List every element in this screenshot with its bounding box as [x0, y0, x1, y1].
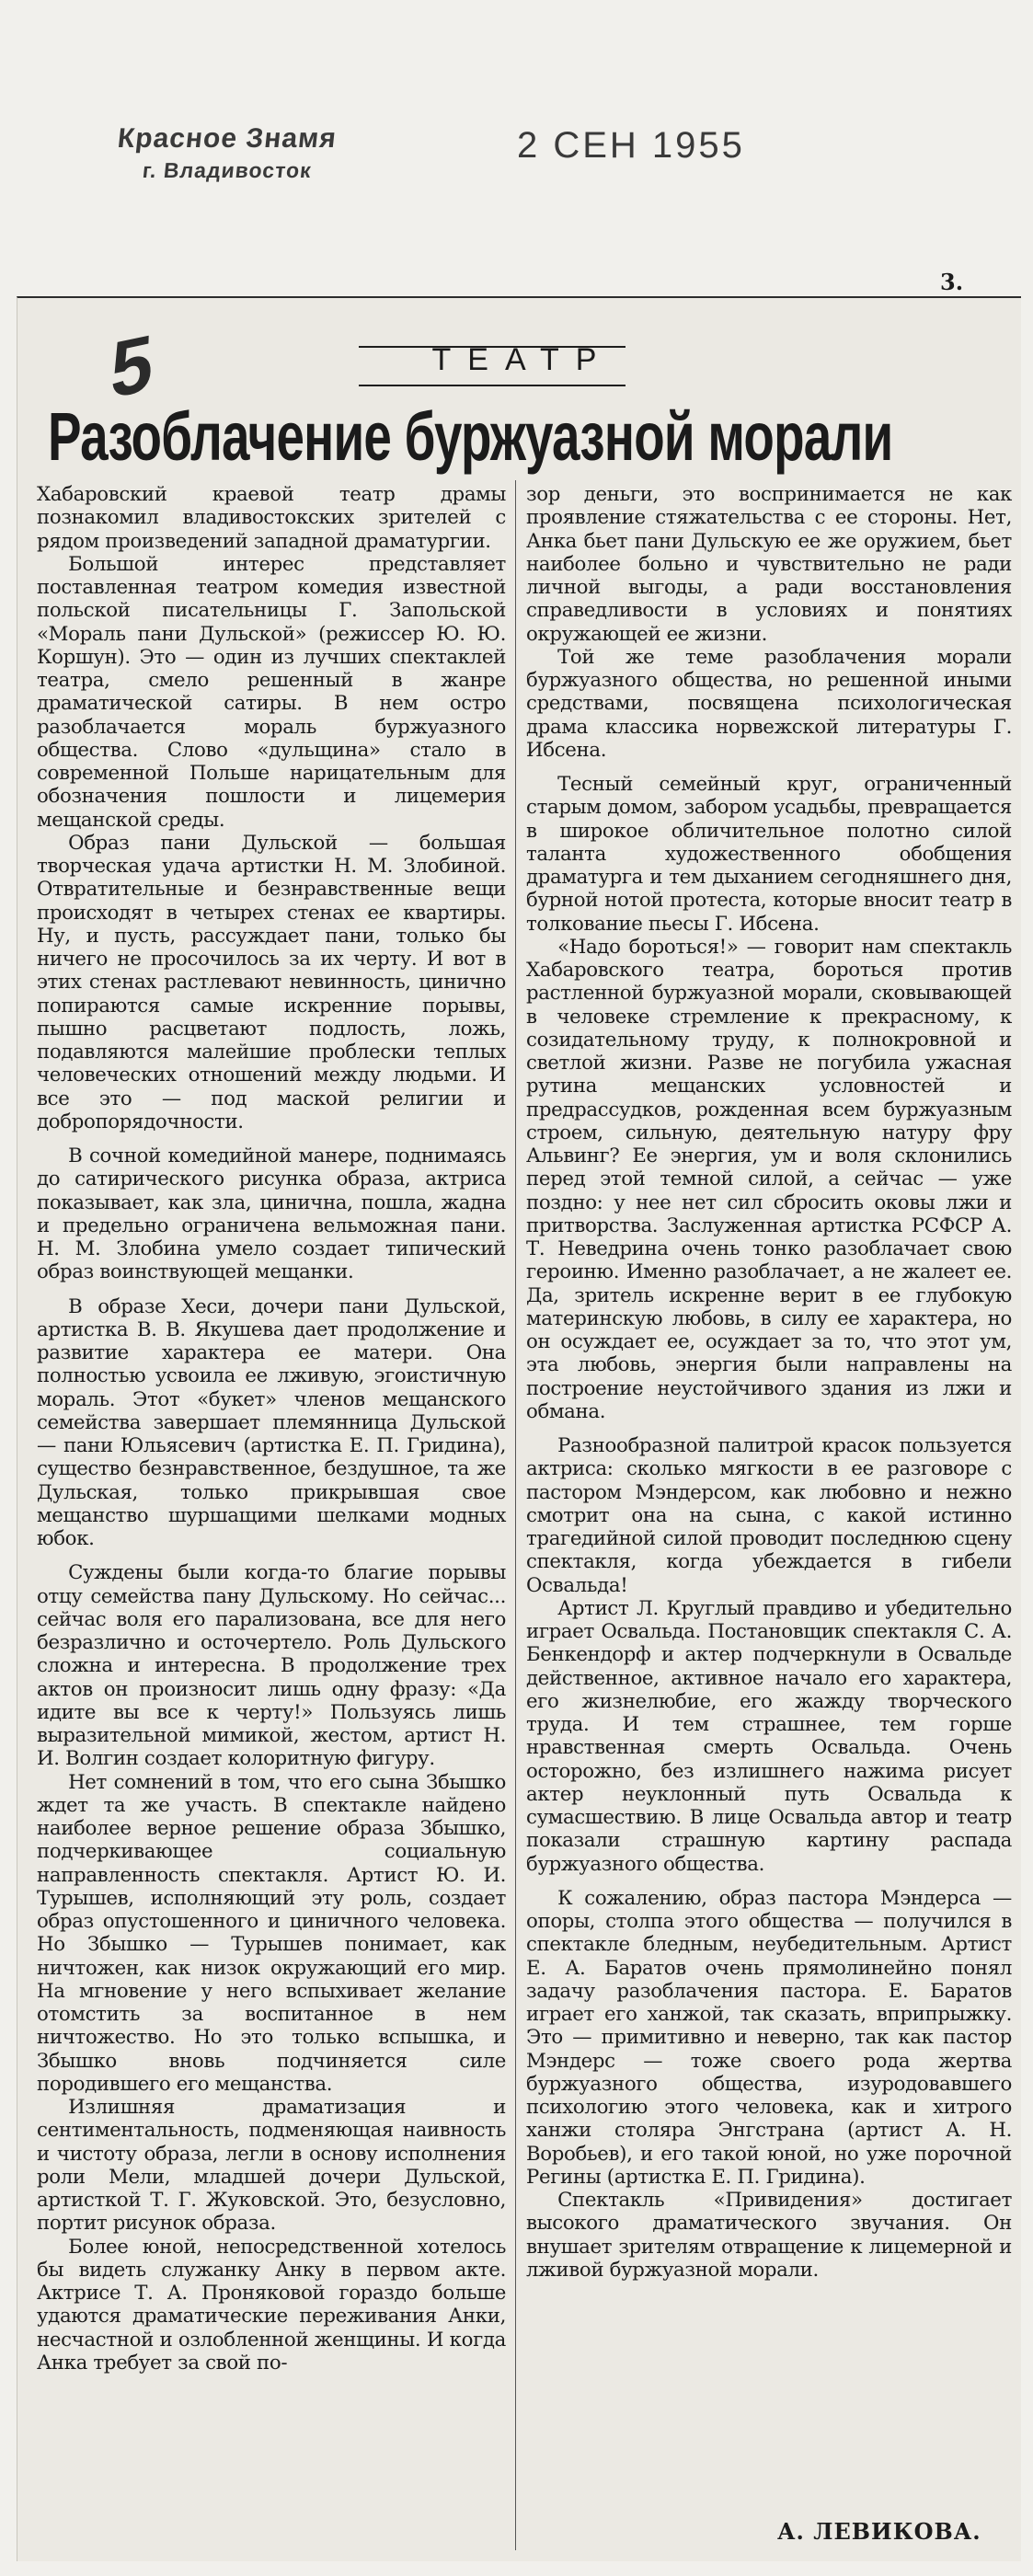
author-signature: А. ЛЕВИКОВА. — [777, 2518, 981, 2545]
paragraph: Той же теме разоблачения морали буржуазного общества, но решенной иными средствами, посвящена психологическая драма классика норвежской литературы Г. Ибсена. — [526, 645, 1012, 762]
article-column-right — [526, 483, 1012, 2282]
paragraph: Излишняя драматизация и сентиментальность, подменяющая наивность и чистоту образа, легли в основу исполнения роли Мели, младшей дочери Дульской, артисткой Т. Г. Жуковской. Это, безусловно, портит рисунок образа. — [37, 2096, 506, 2236]
paragraph: зор деньги, это воспринимается не как проявление стяжательства с ее стороны. Нет, Анка бьет пани Дульскую ее же оружием, бьет наиболее больно и чувствительно не ради личной выгоды, а ради восстановления справедливости в условиях и понятиях окружающей ее жизни. — [526, 483, 1012, 646]
paragraph: Более юной, непосредственной хотелось бы видеть служанку Анку в первом акте. Актрисе Т. А. Проняковой гораздо больше удаются драматические переживания Анки, несчастной и озлобленной женщины. И когда Анка требует за свой по- — [37, 2235, 506, 2375]
paragraph: Хабаровский краевой театр драмы познакомил владивостокских зрителей с рядом произведений западной драматургии. — [37, 483, 506, 553]
paragraph: В сочной комедийной манере, поднимаясь до сатирического рисунка образа, актриса показывает, как зла, цинична, пошла, жадна и предельно ограничена вельможная пани. Н. М. Злобина умело создает типический образ воинствующей мещанки. — [37, 1144, 506, 1284]
paragraph: «Надо бороться!» — говорит нам спектакль Хабаровского театра, бороться против растленной буржуазной морали, сковывающей в человеке стремление к прекрасному, к созидательному труду, к полнокровной и светлой жизни. Разве не погубила ужасная рутина мещанских условностей и предрассудков, рожденная всем буржуазным строем, сильную, деятельную натуру фру Альвинг? Ее энергия, ум и воля склонились перед этой темной силой, а сейчас — уже поздно: у нее нет сил сбросить оковы лжи и притворства. Заслуженная артистка РСФСР А. Т. Неведрина очень тонко разоблачает свою героиню. Именно разоблачает, а не жалеет ее. Да, зритель искренне верит в ее глубокую материнскую любовь, в силу ее характера, но он осуждает ее, осуждает за то, что этот ум, эта любовь, энергия были направлены на построение неустойчивого здания из лжи и обмана. — [526, 935, 1012, 1423]
paragraph: Большой интерес представляет поставленная театром комедия известной польской писательницы Г. Запольской «Мораль пани Дульской» (режиссер Ю. Ю. Коршун). Это — один из лучших спектаклей театра, смело решенный в жанре драматической сатиры. В нем остро разоблачается мораль буржуазного общества. Слово «дульщина» стало в современной Польше нарицательным для обозначения пошлости и лицемерия мещанской среды. — [37, 552, 506, 832]
paragraph: Суждены были когда-то благие порывы отцу семейства пану Дульскому. Но сейчас... сейчас воля его парализована, все для него безразлично и осточертело. Роль Дульского сложна и интересна. В продолжение трех актов он произносит лишь одну фразу: «Да идите вы все к черту!» Пользуясь лишь выразительной мимикой, жестом, артист Н. И. Волгин создает колоритную фигуру. — [37, 1561, 506, 1771]
paragraph: К сожалению, образ пастора Мэндерса — опоры, столпа этого общества — получился в спектакле бледным, неубедительным. Артист Е. А. Баратов очень прямолинейно понял задачу разоблачения пастора. Е. Баратов играет его ханжой, так сказать, вприпрыжку. Это — примитивно и неверно, так как пастор Мэндерс — тоже своего рода жертва буржуазного общества, изуродовавшего психологию этого человека, как и хитрого ханжи столяра Энгстрана (артист А. Н. Воробьев), и его такой юной, но уже порочной Регины (артистка Е. П. Гридина). — [526, 1886, 1012, 2189]
paragraph: Спектакль «Привидения» достигает высокого драматического звучания. Он внушает зрителям отвращение к лицемерной и лживой буржуазной морали. — [526, 2189, 1012, 2282]
page-number: 3. — [940, 269, 964, 295]
paragraph: Образ пани Дульской — большая творческая удача артистки Н. М. Злобиной. Отвратительные и безнравственные вещи происходят в четырех стенах ее квартиры. Ну, и пусть, рассуждает пани, только бы ничего не просочилось за их черту. И вот в этих стенах растлевают невинность, цинично попираются самые искренние порывы, пышно расцветают подлость, ложь, подавляются малейшие проблески теплых человеческих отношений между людьми. И все это — под маской религии и добропорядочности. — [37, 831, 506, 1133]
paragraph: Нет сомнений в том, что его сына Збышко ждет та же участь. В спектакле найдено наиболее верное решение образа Збышко, подчеркивающее социальную направленность спектакля. Артист Ю. И. Турышев, исполняющий эту роль, создает образ опустошенного и циничного человека. Но Збышко — Турышев понимает, как ничтожен, как низок окружающий его мир. На мгновение у него вспыхивает желание отомстить за воспитанное в нем ничтожество. Но это только вспышка, и Збышко вновь подчиняется силе породившего его мещанства. — [37, 1770, 506, 2096]
article-headline: Разоблачение буржуазной морали — [48, 398, 893, 475]
article-column-left — [37, 483, 506, 2375]
paragraph: Артист Л. Круглый правдиво и убедительно играет Освальда. Постановщик спектакля С. А. Бенкендорф и актер подчеркнули в Освальде действенное, активное начало его характера, его жизнелюбие, его жажду творческого труда. И тем страшнее, тем горше нравственная смерть Освальда. Очень осторожно, без излишнего нажима рисует актер неуклонный путь Освальда к сумасшествию. В лице Освальда автор и театр показали страшную картину распада буржуазного общества. — [526, 1596, 1012, 1876]
paragraph: Разнообразной палитрой красок пользуется актриса: сколько мягкости в ее разговоре с пастором Мэндерсом, как любовно и нежно смотрит она на сына, с какой истинно трагедийной силой проводит последнюю сцену спектакля, когда убеждается в гибели Освальда! — [526, 1434, 1012, 1597]
section-rubric: ТЕАТР — [431, 342, 614, 377]
column-divider — [515, 480, 516, 2550]
city-stamp: г. Владивосток — [141, 158, 314, 182]
handwritten-number: 5 — [109, 316, 155, 416]
paragraph: В образе Хеси, дочери пани Дульской, артистка В. В. Якушева дает продолжение и развитие характера ее матери. Она полностью усвоила ее лживую, эгоистичную мораль. Этот «букет» членов мещанского семейства завершает племянница Дульской — пани Юльясевич (артистка Е. П. Гридина), существо безнравственное, бездушное, та же Дульская, только прикрывшая свое мещанство шуршащими шелками модных юбок. — [37, 1294, 506, 1550]
newspaper-stamp: Красное Знамя — [116, 123, 339, 154]
paragraph: Тесный семейный круг, ограниченный старым домом, забором усадьбы, превращается в широкое обличительное полотно силой таланта художественного обобщения драматурга и тем дыханием сегодняшнего дня, бурной нотой протеста, которые вносит театр в толкование пьесы Г. Ибсена. — [526, 773, 1012, 936]
date-stamp: 2 СЕН 1955 — [517, 125, 745, 166]
rubric-rule-bottom — [359, 385, 626, 386]
